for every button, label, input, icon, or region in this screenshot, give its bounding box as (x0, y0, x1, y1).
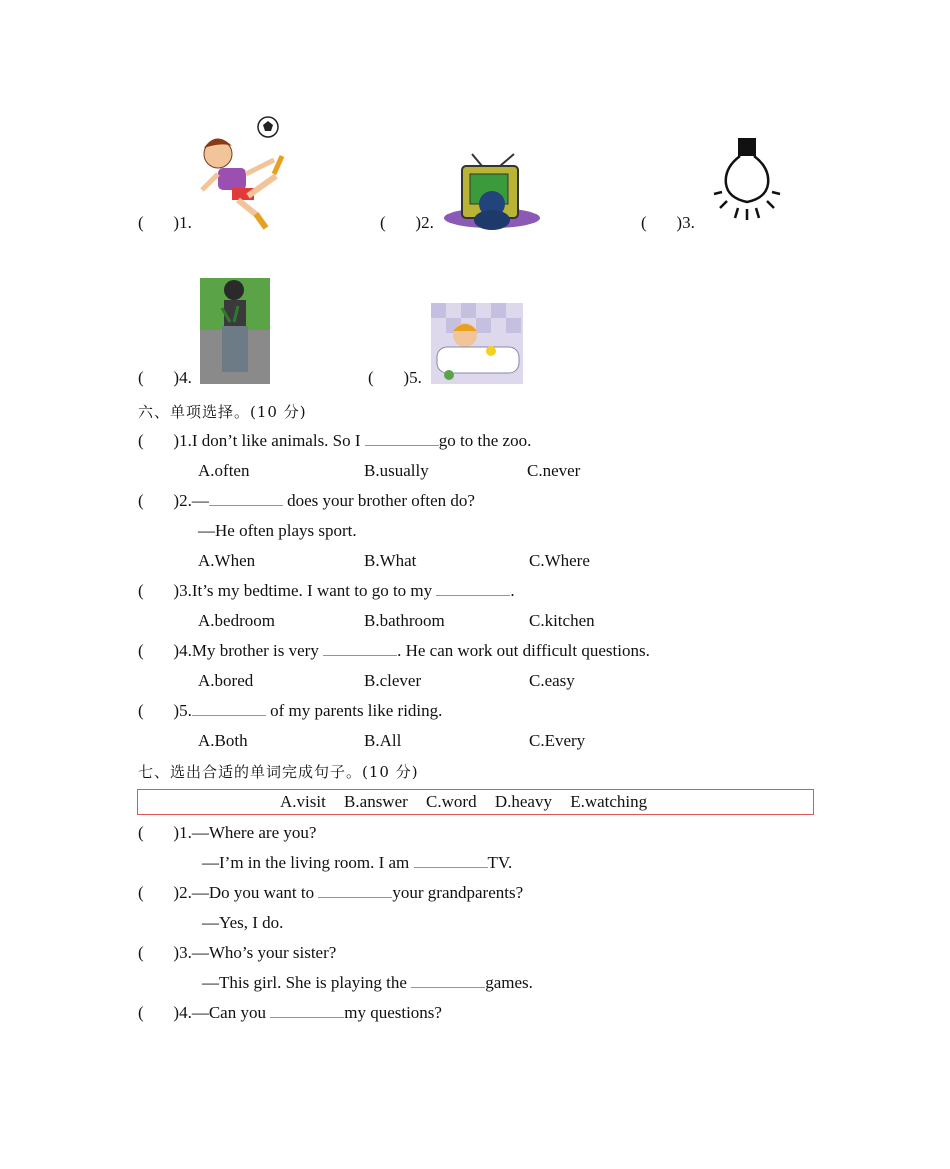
s6-q4-option-a: A.bored (198, 671, 254, 690)
s6-q1-option-a: A.often (198, 461, 250, 480)
s6-question-2 (138, 491, 475, 511)
s6-q5-option-c: C.Every (529, 731, 586, 750)
s6-q3-option-c: C.kitchen (529, 611, 595, 630)
s6-question-4 (138, 641, 650, 661)
s6-q3-pre: ( )3.It’s my bedtime. I want to go to my (138, 581, 437, 600)
s7-q1-answer-line (202, 853, 512, 873)
s7-q2-answer: —Yes, I do. (202, 913, 284, 932)
s6-q2-pre: ( )2.— (138, 491, 209, 510)
s6-q1-option-c: C.never (527, 461, 581, 480)
picture-question-1: ( )1. (138, 213, 192, 232)
answer-blank[interactable] (411, 973, 485, 988)
s7-q2-post: your grandparents? (392, 883, 524, 902)
s6-q5-pre: ( )5. (138, 701, 192, 720)
s6-question-3 (138, 581, 515, 601)
light-bulb-icon (710, 136, 784, 222)
s6-q1-post: go to the zoo. (438, 431, 532, 450)
s6-q5-option-b: B.All (364, 731, 402, 750)
answer-blank[interactable] (365, 431, 439, 446)
s7-q3-post: games. (485, 973, 533, 992)
s6-question-1 (138, 431, 531, 451)
s6-q3-option-b: B.bathroom (364, 611, 445, 630)
s7-q4-pre: ( )4.—Can you (138, 1003, 271, 1022)
gardening-boy-image (200, 278, 270, 384)
answer-blank[interactable] (270, 1003, 344, 1018)
s7-q1-post: TV. (487, 853, 513, 872)
football-boy-image (196, 116, 286, 231)
picture-question-2: ( )2. (380, 213, 434, 232)
s6-q3-option-a: A.bedroom (198, 611, 275, 630)
s6-q5-post: of my parents like riding. (265, 701, 443, 720)
section6-heading: 六、单项选择。(10 分) (138, 403, 307, 421)
answer-blank[interactable] (209, 491, 283, 506)
tv-watching-image (442, 150, 542, 232)
s6-q4-post: . He can work out difficult questions. (397, 641, 650, 660)
s6-q1-option-b: B.usually (364, 461, 429, 480)
s6-q4-option-c: C.easy (529, 671, 575, 690)
s6-question-5 (138, 701, 442, 721)
picture-question-3: ( )3. (641, 213, 695, 232)
s7-question-1: ( )1.—Where are you? (138, 823, 317, 842)
bath-boy-image (431, 303, 523, 384)
answer-blank[interactable] (436, 581, 510, 596)
picture-question-5: ( )5. (368, 368, 422, 387)
s6-q5-option-a: A.Both (198, 731, 248, 750)
s7-question-4 (138, 1003, 442, 1023)
s6-q3-post: . (510, 581, 515, 600)
s7-q4-post: my questions? (344, 1003, 442, 1022)
s6-q2-post: does your brother often do? (282, 491, 475, 510)
picture-question-4: ( )4. (138, 368, 192, 387)
s6-q4-option-b: B.clever (364, 671, 422, 690)
answer-blank[interactable] (192, 701, 266, 716)
s7-q3-answer-line (202, 973, 533, 993)
answer-blank[interactable] (414, 853, 488, 868)
s7-question-2 (138, 883, 523, 903)
word-bank: A.visit B.answer C.word D.heavy E.watching (280, 792, 648, 811)
s6-q2-option-c: C.Where (529, 551, 590, 570)
answer-blank[interactable] (323, 641, 397, 656)
section7-heading: 七、选出合适的单词完成句子。(10 分) (138, 763, 419, 781)
s7-q2-pre: ( )2.—Do you want to (138, 883, 319, 902)
s7-q3-pre: —This girl. She is playing the (202, 973, 412, 992)
s6-q2-option-a: A.When (198, 551, 256, 570)
s6-q4-pre: ( )4.My brother is very (138, 641, 324, 660)
s7-q1-pre: —I’m in the living room. I am (202, 853, 414, 872)
s6-q2-answer: —He often plays sport. (198, 521, 357, 540)
answer-blank[interactable] (318, 883, 392, 898)
s6-q2-option-b: B.What (364, 551, 417, 570)
s6-q1-pre: ( )1.I don’t like animals. So I (138, 431, 365, 450)
s7-question-3: ( )3.—Who’s your sister? (138, 943, 337, 962)
